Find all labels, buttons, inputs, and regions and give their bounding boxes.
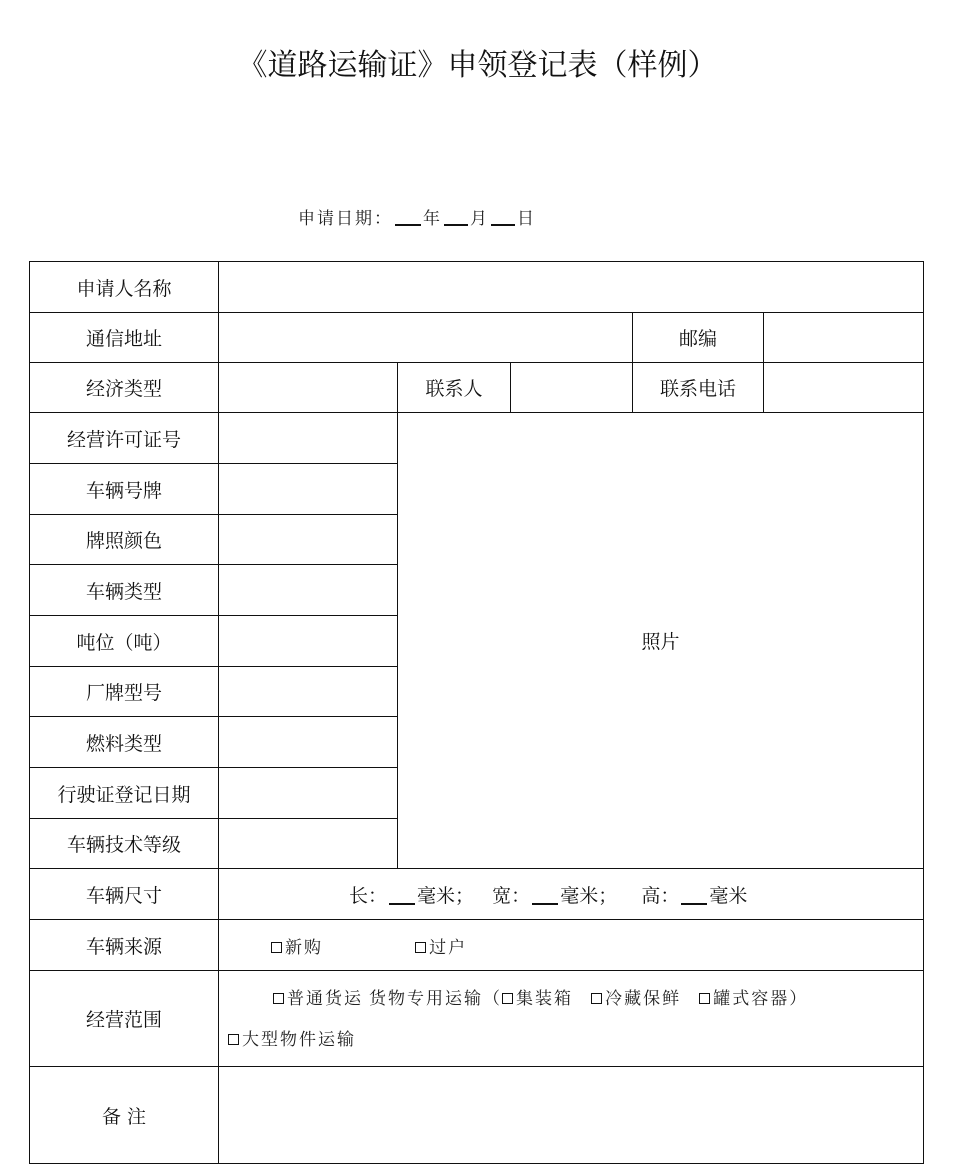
contact-phone-field[interactable]	[764, 363, 924, 413]
scope-large-option[interactable]	[228, 1025, 356, 1055]
scope-options	[219, 971, 924, 1067]
model-field[interactable]	[219, 667, 398, 717]
dimensions-label: 车辆尺寸	[30, 869, 219, 920]
plate-no-label: 车辆号牌	[30, 464, 219, 515]
contact-phone-label: 联系电话	[633, 363, 764, 413]
year-blank[interactable]	[395, 208, 421, 226]
license-no-field[interactable]	[219, 413, 398, 464]
application-date	[298, 204, 536, 229]
reg-date-field[interactable]	[219, 768, 398, 819]
scope-large-label: 大型物件运输	[242, 1029, 356, 1050]
address-label: 通信地址	[30, 313, 219, 363]
economic-type-label: 经济类型	[30, 363, 219, 413]
tonnage-label: 吨位（吨）	[30, 616, 219, 667]
applicant-name-label: 申请人名称	[30, 262, 219, 313]
page-title: 《道路运输证》申领登记表（样例）	[237, 48, 718, 83]
vehicle-type-field[interactable]	[219, 565, 398, 616]
length-unit: 毫米	[417, 884, 456, 907]
width-label: 宽：	[492, 884, 531, 907]
year-label: 年	[423, 209, 442, 229]
source-new-label: 新购	[285, 937, 323, 958]
model-label: 厂牌型号	[30, 667, 219, 717]
checkbox-icon[interactable]	[228, 1034, 239, 1045]
length-label: 长：	[349, 884, 388, 907]
checkbox-icon[interactable]	[502, 993, 513, 1004]
day-blank[interactable]	[491, 208, 515, 226]
tech-grade-label: 车辆技术等级	[30, 819, 219, 869]
tech-grade-field[interactable]	[219, 819, 398, 869]
dimensions-field[interactable]	[219, 869, 924, 920]
registration-table	[29, 261, 924, 1164]
address-field[interactable]	[219, 313, 633, 363]
contact-person-field[interactable]	[511, 363, 633, 413]
source-transfer-option[interactable]	[415, 933, 467, 958]
scope-container-label: 集装箱	[516, 988, 574, 1009]
height-blank[interactable]	[681, 885, 707, 905]
tonnage-field[interactable]	[219, 616, 398, 667]
scope-tank-option[interactable]	[699, 984, 808, 1014]
fuel-type-label: 燃料类型	[30, 717, 219, 768]
remarks-label: 备 注	[30, 1067, 219, 1164]
checkbox-icon[interactable]	[415, 942, 426, 953]
height-label: 高：	[641, 884, 680, 907]
economic-type-field[interactable]	[219, 363, 398, 413]
scope-container-option[interactable]	[502, 984, 573, 1014]
sep-2: ；	[598, 884, 618, 907]
date-label: 申请日期：	[298, 209, 393, 229]
checkbox-icon[interactable]	[591, 993, 602, 1004]
height-unit: 毫米	[709, 884, 748, 907]
length-blank[interactable]	[389, 885, 415, 905]
width-unit: 毫米	[560, 884, 599, 907]
month-label: 月	[470, 209, 489, 229]
scope-label: 经营范围	[30, 971, 219, 1067]
scope-tank-label: 罐式容器）	[713, 988, 809, 1009]
applicant-name-field[interactable]	[219, 262, 924, 313]
scope-general-label: 普通货运	[287, 988, 363, 1009]
scope-cold-option[interactable]	[591, 984, 681, 1014]
plate-color-label: 牌照颜色	[30, 515, 219, 565]
day-label: 日	[517, 209, 536, 229]
reg-date-label: 行驶证登记日期	[30, 768, 219, 819]
license-no-label: 经营许可证号	[30, 413, 219, 464]
month-blank[interactable]	[444, 208, 468, 226]
scope-special-label: 货物专用运输（	[369, 988, 503, 1009]
width-blank[interactable]	[532, 885, 558, 905]
contact-person-label: 联系人	[398, 363, 511, 413]
checkbox-icon[interactable]	[271, 942, 282, 953]
checkbox-icon[interactable]	[273, 993, 284, 1004]
source-label: 车辆来源	[30, 920, 219, 971]
vehicle-type-label: 车辆类型	[30, 565, 219, 616]
scope-cold-label: 冷藏保鲜	[605, 988, 682, 1009]
source-new-option[interactable]	[271, 933, 323, 958]
source-transfer-label: 过户	[429, 937, 468, 958]
photo-area[interactable]: 照片	[398, 413, 924, 869]
postcode-field[interactable]	[764, 313, 924, 363]
scope-general-option[interactable]	[273, 984, 363, 1014]
remarks-field[interactable]	[219, 1067, 924, 1164]
postcode-label: 邮编	[633, 313, 764, 363]
plate-no-field[interactable]	[219, 464, 398, 515]
source-options	[219, 920, 924, 971]
plate-color-field[interactable]	[219, 515, 398, 565]
sep-1: ；	[455, 884, 475, 907]
checkbox-icon[interactable]	[699, 993, 710, 1004]
fuel-type-field[interactable]	[219, 717, 398, 768]
